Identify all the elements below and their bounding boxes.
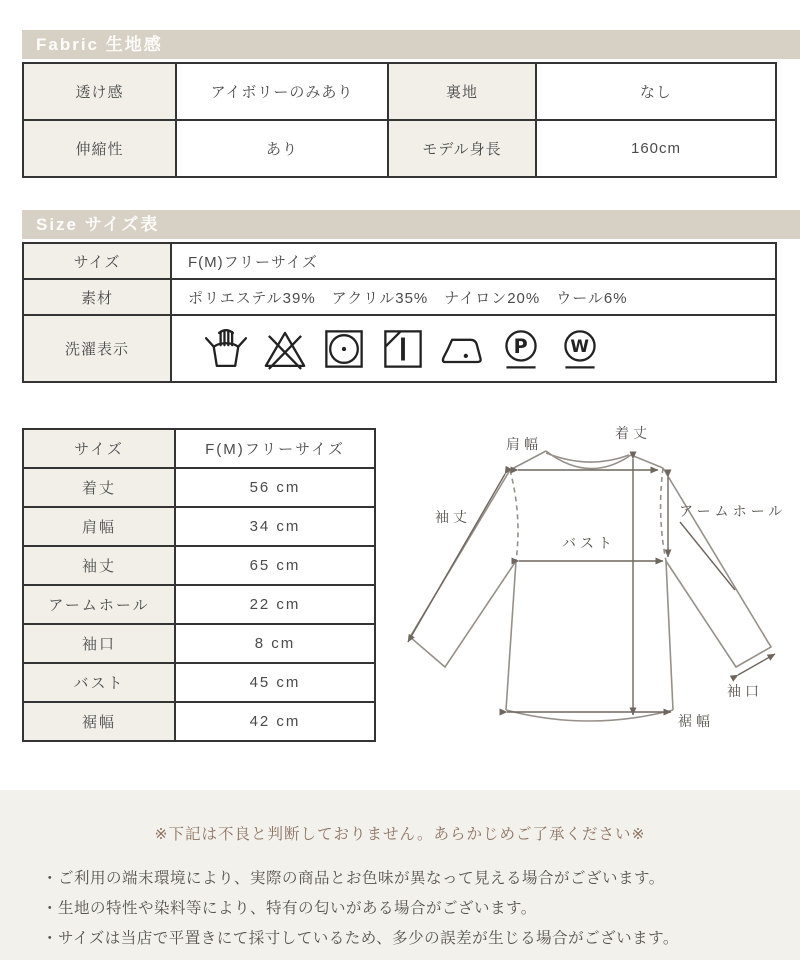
measure-value: 8 cm: [175, 624, 375, 663]
measure-label: 裾幅: [23, 702, 175, 741]
size-spec-table: [22, 242, 777, 383]
laundry-care-symbols: [188, 326, 775, 372]
measure-value: 56 cm: [175, 468, 375, 507]
table-row: [23, 546, 375, 585]
notes-list: [0, 864, 800, 954]
measure-value: 42 cm: [175, 702, 375, 741]
measure-value: 34 cm: [175, 507, 375, 546]
armhole-label: アームホール: [679, 503, 787, 519]
fabric-row-value: 160cm: [536, 120, 776, 177]
table-row: [23, 243, 776, 279]
measure-label: 袖丈: [23, 546, 175, 585]
dry-clean-mild-icon: [498, 326, 544, 372]
fabric-row-header: 裏地: [388, 63, 536, 120]
hem-label: 裾幅: [678, 713, 714, 729]
table-row: [23, 585, 375, 624]
measure-label: バスト: [23, 663, 175, 702]
size-section-title: Size サイズ表: [22, 210, 800, 239]
measurement-arrows: [408, 459, 775, 715]
table-row: [23, 702, 375, 741]
fabric-row-header: 透け感: [23, 63, 176, 120]
cuff-label: 袖口: [727, 683, 763, 699]
wet-clean-mild-icon: [557, 326, 603, 372]
garment-measurement-diagram: [383, 420, 797, 754]
care-row-header: 洗濯表示: [23, 315, 171, 382]
spec-row-header: サイズ: [23, 243, 171, 279]
fabric-table: [22, 62, 777, 178]
note-item: ・ご利用の端末環境により、実際の商品とお色味が異なって見える場合がございます。: [42, 870, 665, 887]
bust-label: バスト: [562, 535, 616, 551]
fabric-row-header: 伸縮性: [23, 120, 176, 177]
table-row: [23, 63, 776, 120]
sleeve-label: 袖丈: [435, 509, 471, 525]
measure-label: 着丈: [23, 468, 175, 507]
table-row: [23, 468, 375, 507]
measurements-table: [22, 428, 376, 742]
table-row: [23, 429, 375, 468]
tumble-dry-low-icon: [321, 326, 367, 372]
shoulder-label: 肩幅: [506, 436, 542, 452]
length-label: 着丈: [615, 425, 651, 441]
table-row: [23, 279, 776, 315]
svg-text:W: W: [570, 335, 590, 356]
spec-row-value: ポリエステル39% アクリル35% ナイロン20% ウール6%: [171, 279, 776, 315]
dry-in-shade-icon: [380, 326, 426, 372]
svg-text:P: P: [513, 334, 529, 358]
measure-header-label: サイズ: [23, 429, 175, 468]
note-item: ・生地の特性や染料等により、特有の匂いがある場合がございます。: [42, 900, 537, 917]
fabric-row-value: アイボリーのみあり: [176, 63, 388, 120]
notes-heading: ※下記は不良と判断しておりません。あらかじめご了承ください※: [154, 826, 646, 843]
measure-value: 65 cm: [175, 546, 375, 585]
table-row: [23, 315, 776, 382]
fabric-row-value: あり: [176, 120, 388, 177]
measure-header-value: F(M)フリーサイズ: [175, 429, 375, 468]
do-not-bleach-icon: [262, 326, 308, 372]
measure-label: アームホール: [23, 585, 175, 624]
spec-row-value: F(M)フリーサイズ: [171, 243, 776, 279]
measure-value: 22 cm: [175, 585, 375, 624]
table-row: [23, 120, 776, 177]
measure-value: 45 cm: [175, 663, 375, 702]
disclaimer-notes: [0, 790, 800, 960]
spec-row-header: 素材: [23, 279, 171, 315]
fabric-row-value: なし: [536, 63, 776, 120]
table-row: [23, 663, 375, 702]
fabric-row-header: モデル身長: [388, 120, 536, 177]
iron-low-icon: [439, 326, 485, 372]
measure-label: 肩幅: [23, 507, 175, 546]
table-row: [23, 507, 375, 546]
fabric-section-title: Fabric 生地感: [22, 30, 800, 59]
table-row: [23, 624, 375, 663]
measure-label: 袖口: [23, 624, 175, 663]
note-item: ・サイズは当店で平置きにて採寸しているため、多少の誤差が生じる場合がございます。: [42, 930, 679, 947]
garment-outline: [410, 451, 771, 721]
hand-wash-icon: [203, 326, 249, 372]
